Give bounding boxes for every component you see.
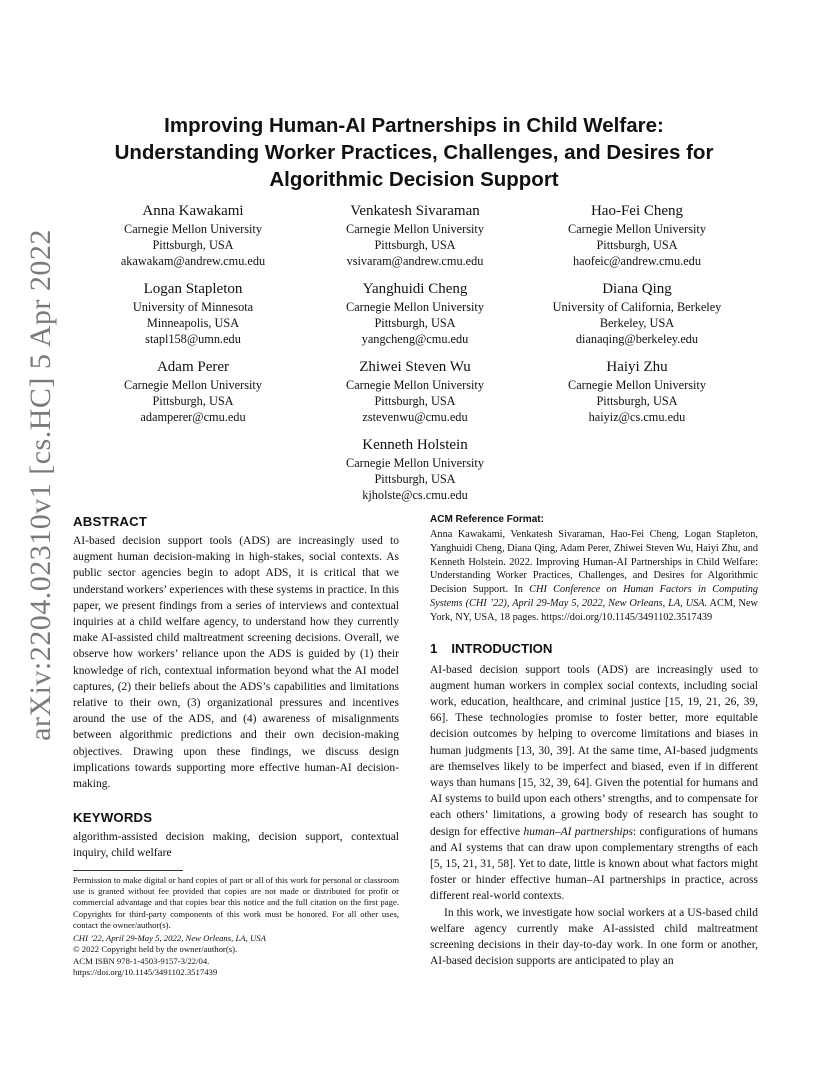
keywords-heading: KEYWORDS	[73, 810, 153, 826]
author-location: Pittsburgh, USA	[374, 472, 456, 486]
abstract-heading: ABSTRACT	[73, 514, 148, 529]
author-affiliation: Carnegie Mellon University	[124, 378, 262, 392]
author-email: vsivaram@andrew.cmu.edu	[346, 254, 484, 268]
venue-line: CHI ’22, April 29-May 5, 2022, New Orleans, LA, USA	[73, 933, 266, 944]
author-name: Haiyi Zhu	[606, 359, 668, 375]
author-location: Minneapolis, USA	[146, 316, 240, 330]
author-location: Berkeley, USA	[599, 316, 675, 330]
footnote-divider	[73, 870, 183, 871]
reference-publisher-doi: ACM, New York, NY, USA, 18 pages. https://doi.org/10.1145/3491102.3517439	[430, 597, 758, 623]
intro-paragraph-1	[430, 662, 758, 905]
author-affiliation: Carnegie Mellon University	[346, 456, 484, 470]
title-line: Understanding Worker Practices, Challenges, and Desires for	[114, 141, 714, 164]
title-line: Algorithmic Decision Support	[269, 168, 559, 191]
author-affiliation: Carnegie Mellon University	[346, 222, 484, 236]
author-email: haiyiz@cs.cmu.edu	[588, 410, 686, 424]
author-card	[526, 358, 748, 425]
abstract-text: AI-based decision support tools (ADS) are increasingly used to augment human decision-making in high-stakes, social contexts. As public sector agencies begin to adopt ADS, it is critical that we understand workers’ experiences with these systems in practice. In this paper, we present findings from a series of interviews and contextual inquiries at a child welfare agency, to understand how they currently make AI-assisted child maltreatment screening decisions. Overall, we observe how workers’ reliance upon the ADS is guided by (1) their knowledge of rich, contextual information beyond what the AI model captures, (2) their beliefs about the ADS’s capabilities and limitations relative to their own, (3) organizational pressures and incentives around the use of the ADS, and (4) awareness of misalignments between algorithmic predictions and their own decision-making objectives. Drawing upon these findings, we discuss design implications towards supporting more effective human-AI decision-making.	[73, 535, 399, 791]
intro-paragraph-2: In this work, we investigate how social workers at a US-based child welfare agency currently make AI-assisted child maltreatment screening decisions in their day-to-day work. In one form or another, AI-based decision supports are anticipated to play an	[430, 906, 758, 968]
author-name: Anna Kawakami	[142, 203, 244, 219]
author-location: Pittsburgh, USA	[374, 394, 456, 408]
right-column	[430, 514, 758, 969]
introduction-heading	[430, 641, 758, 656]
author-affiliation: Carnegie Mellon University	[346, 300, 484, 314]
author-name: Kenneth Holstein	[362, 437, 468, 453]
author-email: akawakam@andrew.cmu.edu	[120, 254, 266, 268]
author-card	[82, 202, 304, 269]
author-card	[304, 202, 526, 269]
keywords-text: algorithm-assisted decision making, decision support, contextual inquiry, child welfare	[73, 831, 399, 860]
isbn-line: ACM ISBN 978-1-4503-9157-3/22/04.	[73, 955, 210, 966]
title-line: Improving Human-AI Partnerships in Child Welfare:	[164, 114, 664, 137]
intro-text-continued: : configurations of humans and AI systems that can draw upon complementary strengths of each [5, 15, 21, 31, 58]. Yet to date, little is known about what factors might foster or hinder effective human–AI partnerships in practice, across different real-world contexts.	[430, 825, 758, 903]
reference-authors-title: Anna Kawakami, Venkatesh Sivaraman, Hao-Fei Cheng, Logan Stapleton, Yanghuidi Cheng, Diana Qing, Adam Perer, Zhiwei Steven Wu, Haiyi Zhu, and Kenneth Holstein. 2022. Improving Human-AI Partnerships in Child Welfare: Understanding Worker Practices, Challenges, and Desires for Algorithmic Decision Support. In	[430, 529, 758, 596]
author-location: Pittsburgh, USA	[374, 316, 456, 330]
reference-venue: CHI Conference on Human Factors in Computing Systems (CHI ’22), April 29-May 5, 2022, New Orleans, LA, USA.	[430, 584, 758, 609]
author-block	[82, 202, 750, 503]
author-card	[526, 280, 748, 347]
author-card	[304, 358, 526, 425]
permission-notice: Permission to make digital or hard copies of part or all of this work for personal or classroom use is granted without fee provided that copies are not made or distributed for profit or commercial advantage and that copies bear this notice and the full citation on the first page. Copyrights for third-party components of this work must be honored. For all other uses, contact the owner/author(s).	[73, 874, 399, 930]
author-location: Pittsburgh, USA	[596, 238, 678, 252]
arxiv-stamp	[20, 229, 62, 741]
author-affiliation: University of Minnesota	[132, 300, 254, 314]
author-name: Logan Stapleton	[143, 281, 243, 297]
author-location: Pittsburgh, USA	[152, 238, 234, 252]
author-card	[526, 202, 748, 269]
arxiv-identifier: arXiv:2204.02310v1 [cs.HC] 5 Apr 2022	[24, 229, 58, 741]
author-email: dianaqing@berkeley.edu	[575, 332, 699, 346]
author-name: Hao-Fei Cheng	[590, 203, 684, 219]
author-card	[82, 280, 304, 347]
author-email: adamperer@cmu.edu	[140, 410, 246, 424]
author-affiliation: University of California, Berkeley	[552, 300, 722, 314]
left-column	[73, 514, 399, 978]
section-number: 1	[430, 640, 438, 656]
author-card	[82, 358, 304, 425]
paper-title	[70, 112, 758, 193]
acm-reference-heading: ACM Reference Format:	[430, 514, 544, 525]
author-name: Zhiwei Steven Wu	[359, 359, 471, 375]
author-name: Venkatesh Sivaraman	[350, 203, 480, 219]
author-affiliation: Carnegie Mellon University	[568, 222, 706, 236]
author-affiliation: Carnegie Mellon University	[568, 378, 706, 392]
author-location: Pittsburgh, USA	[374, 238, 456, 252]
author-name: Diana Qing	[602, 281, 672, 297]
author-card	[304, 280, 526, 347]
copyright-line: © 2022 Copyright held by the owner/author(s).	[73, 944, 238, 955]
acm-reference-text	[430, 528, 758, 625]
section-title: INTRODUCTION	[451, 640, 553, 656]
author-location: Pittsburgh, USA	[152, 394, 234, 408]
author-affiliation: Carnegie Mellon University	[124, 222, 262, 236]
author-email: kjholste@cs.cmu.edu	[362, 488, 468, 502]
author-email: haofeic@andrew.cmu.edu	[573, 254, 701, 268]
author-email: yangcheng@cmu.edu	[361, 332, 469, 346]
intro-emphasis: human–AI partnerships	[523, 825, 633, 838]
author-name: Adam Perer	[156, 359, 230, 375]
author-email: stapl158@umn.edu	[145, 332, 241, 346]
intro-text: AI-based decision support tools (ADS) are increasingly used to augment human workers in complex social contexts, including social work, education, healthcare, and criminal justice [15, 19, 21, 26, 39, 66]. These technologies promise to foster better, more equitable decision outcomes by helping to overcome limitations and biases in human judgments [13, 30, 39]. At the same time, AI-based judgments are themselves likely to be imperfect and biased, even if in different ways than humans [15, 32, 39, 64]. Given the potential for humans and AI systems to build upon each others’ strengths, and to compensate for each others’ limitations, a growing body of research has sought to design for effective	[430, 663, 758, 838]
publication-info	[73, 933, 399, 978]
author-location: Pittsburgh, USA	[596, 394, 678, 408]
author-email: zstevenwu@cmu.edu	[362, 410, 468, 424]
author-card	[304, 436, 526, 503]
author-affiliation: Carnegie Mellon University	[346, 378, 484, 392]
author-name: Yanghuidi Cheng	[362, 281, 468, 297]
doi-link[interactable]: https://doi.org/10.1145/3491102.3517439	[73, 967, 218, 978]
